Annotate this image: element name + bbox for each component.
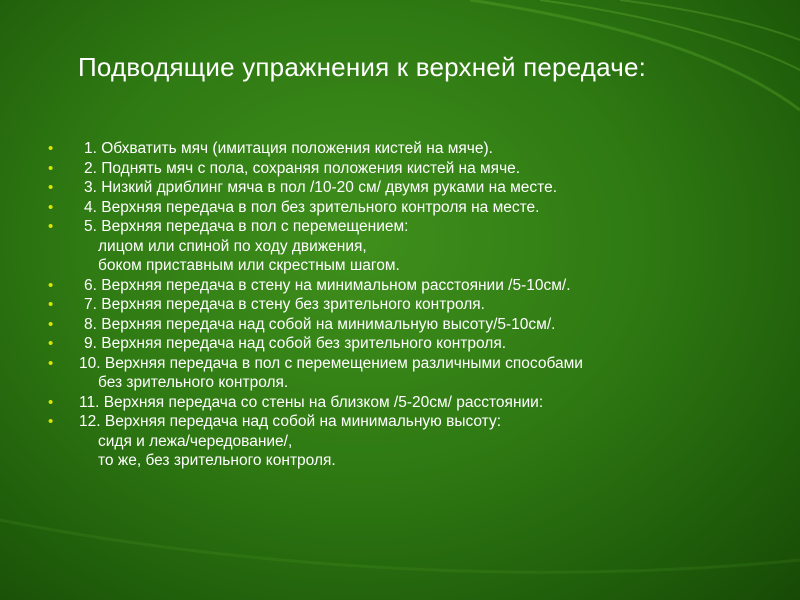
list-item-text: 10. Верхняя передача в пол с перемещением различными способами xyxy=(79,354,583,372)
list-item-text: 6. Верхняя передача в стену на минимальном расстоянии /5-10см/. xyxy=(84,276,571,294)
list-item xyxy=(48,334,748,354)
list-item-text: 5. Верхняя передача в пол с перемещением: xyxy=(84,218,409,235)
list-item-text: 11. Верхняя передача со стены на близком /5-20см/ расстоянии: xyxy=(79,393,544,411)
bullet-icon: • xyxy=(48,354,54,372)
list-item xyxy=(48,354,748,393)
bullet-icon: • xyxy=(48,413,54,430)
list-item-text: 8. Верхняя передача над собой на минимальную высоту/5-10см/. xyxy=(84,315,556,333)
bullet-icon: • xyxy=(48,218,54,235)
bullet-icon: • xyxy=(48,393,54,411)
bullet-icon: • xyxy=(48,276,54,294)
list-item-text: 3. Низкий дриблинг мяча в пол /10-20 см/ двумя руками на месте. xyxy=(84,179,558,196)
list-item-continuation: боком приставным или скрестным шагом. xyxy=(98,257,400,274)
bullet-icon: • xyxy=(48,296,54,313)
bullet-icon: • xyxy=(48,198,54,216)
bullet-icon: • xyxy=(48,335,54,352)
list-item xyxy=(48,295,748,315)
list-item-continuation: лицом или спиной по ходу движения, xyxy=(98,237,367,255)
list-item-text: 1. Обхватить мяч (имитация положения кистей на мяче). xyxy=(84,140,493,157)
list-item-text: 4. Верхняя передача в пол без зрительного контроля на месте. xyxy=(84,198,540,216)
slide-title: Подводящие упражнения к верхней передаче: xyxy=(78,52,647,82)
list-item-text: 12. Верхняя передача над собой на минимальную высоту: xyxy=(79,413,502,430)
list-item-text: 7. Верхняя передача в стену без зрительного контроля. xyxy=(84,296,485,313)
list-item xyxy=(48,315,748,335)
list-item-continuation: без зрительного контроля. xyxy=(98,374,289,391)
list-item-text: 9. Верхняя передача над собой без зрительного контроля. xyxy=(84,335,507,352)
list-item-text: 2. Поднять мяч с пола, сохраняя положения кистей на мяче. xyxy=(84,159,521,177)
list-item xyxy=(48,412,748,471)
list-item xyxy=(48,139,748,159)
list-item xyxy=(48,198,748,218)
bullet-icon: • xyxy=(48,315,54,333)
bullet-icon: • xyxy=(48,140,54,157)
list-item-continuation: то же, без зрительного контроля. xyxy=(98,452,336,469)
list-item xyxy=(48,393,748,413)
list-item xyxy=(48,159,748,179)
list-item xyxy=(48,217,748,276)
bullet-icon: • xyxy=(48,179,54,196)
exercise-list xyxy=(48,139,748,471)
bullet-icon: • xyxy=(48,159,54,177)
list-item xyxy=(48,276,748,296)
list-item xyxy=(48,178,748,198)
list-item-continuation: сидя и лежа/чередование/, xyxy=(98,432,293,450)
